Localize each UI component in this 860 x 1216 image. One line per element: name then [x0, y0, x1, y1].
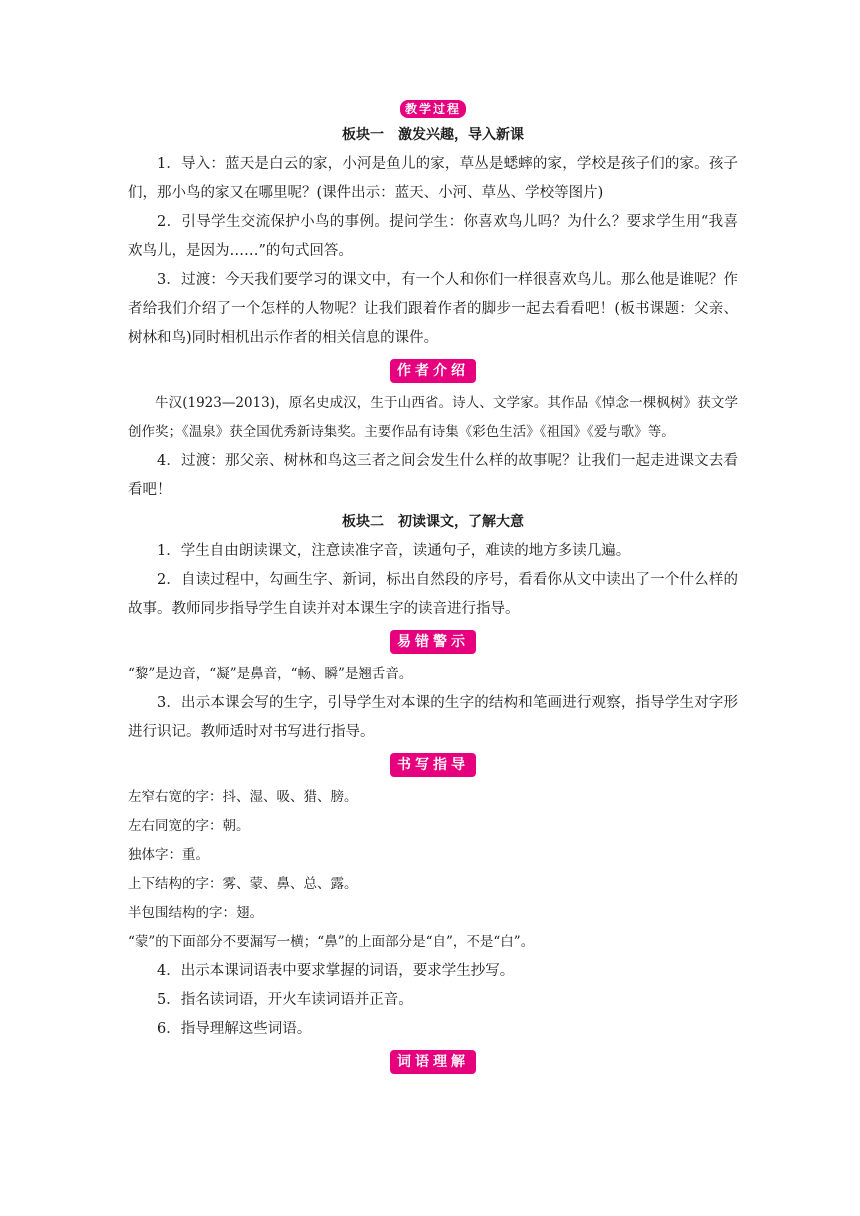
section2-title: 板块二 初读课文，了解大意 — [342, 514, 524, 530]
writing-note-2: 左右同宽的字：朝。 — [128, 818, 250, 834]
section1-title: 板块一 激发兴趣，导入新课 — [342, 127, 524, 143]
section2-paragraph-1: 1．学生自由朗读课文，注意读准字音，读通句子，难读的地方多读几遍。 — [157, 543, 631, 559]
error-warning-badge: 易错警示 — [390, 630, 476, 654]
section2-paragraph-2: 2．自读过程中，勾画生字、新词，标出自然段的序号，看看你从文中读出了一个什么样的故事。教师同步指导学生自读并对本课生字的读音进行指导。 — [128, 572, 738, 617]
error-warning-heading — [128, 630, 738, 654]
author-intro-badge: 作者介绍 — [390, 359, 476, 383]
error-warning-text: “黎”是边音，“凝”是鼻音，“畅、瞬”是翘舌音。 — [128, 666, 413, 682]
teaching-process-badge: 教学过程 — [400, 100, 466, 118]
document-page — [128, 100, 738, 1074]
section1-paragraph-1: 1．导入：蓝天是白云的家，小河是鱼儿的家，草丛是蟋蟀的家，学校是孩子们的家。孩子们，那小鸟的家又在哪里呢？(课件出示：蓝天、小河、草丛、学校等图片) — [128, 156, 738, 201]
section2-step-5: 5．指名读词语，开火车读词语并正音。 — [157, 992, 413, 1008]
writing-note-3: 独体字：重。 — [128, 847, 209, 863]
writing-step: 3．出示本课会写的生字，引导学生对本课的生字的结构和笔画进行观察，指导学生对字形进行识记。教师适时对书写进行指导。 — [128, 695, 738, 740]
writing-note-1: 左窄右宽的字：抖、湿、吸、猎、膀。 — [128, 789, 358, 805]
author-intro-heading — [128, 359, 738, 383]
author-intro-text: 牛汉(1923—2013)，原名史成汉，生于山西省。诗人、文学家。其作品《悼念一棵枫树》获文学创作奖；《温泉》获全国优秀新诗集奖。主要作品有诗集《彩色生活》《祖国》《爱与歌》等。 — [128, 395, 738, 440]
writing-note-4: 上下结构的字：雾、蒙、鼻、总、露。 — [128, 876, 358, 892]
section1-transition: 4．过渡：那父亲、树林和鸟这三者之间会发生什么样的故事呢？让我们一起走进课文去看看吧！ — [128, 453, 738, 498]
word-understanding-heading — [128, 1050, 738, 1074]
section1-paragraph-3: 3．过渡：今天我们要学习的课文中，有一个人和你们一样很喜欢鸟儿。那么他是谁呢？作者给我们介绍了一个怎样的人物呢？让我们跟着作者的脚步一起去看看吧！(板书课题：父亲、树林和鸟)同时相机出示作者的相关信息的课件。 — [128, 272, 738, 346]
writing-note-5: 半包围结构的字：翅。 — [128, 905, 263, 921]
writing-guide-badge: 书写指导 — [390, 753, 476, 777]
writing-note-6: “蒙”的下面部分不要漏写一横；“鼻”的上面部分是“自”，不是“白”。 — [128, 934, 535, 950]
section2-step-4: 4．出示本课词语表中要求掌握的词语，要求学生抄写。 — [157, 963, 515, 979]
word-understanding-badge: 词语理解 — [390, 1050, 476, 1074]
section2-step-6: 6．指导理解这些词语。 — [157, 1021, 312, 1037]
writing-guide-heading — [128, 753, 738, 777]
section1-paragraph-2: 2．引导学生交流保护小鸟的事例。提问学生：你喜欢鸟儿吗？为什么？要求学生用“我喜欢鸟儿，是因为……”的句式回答。 — [128, 214, 738, 259]
teaching-process-heading — [128, 100, 738, 118]
